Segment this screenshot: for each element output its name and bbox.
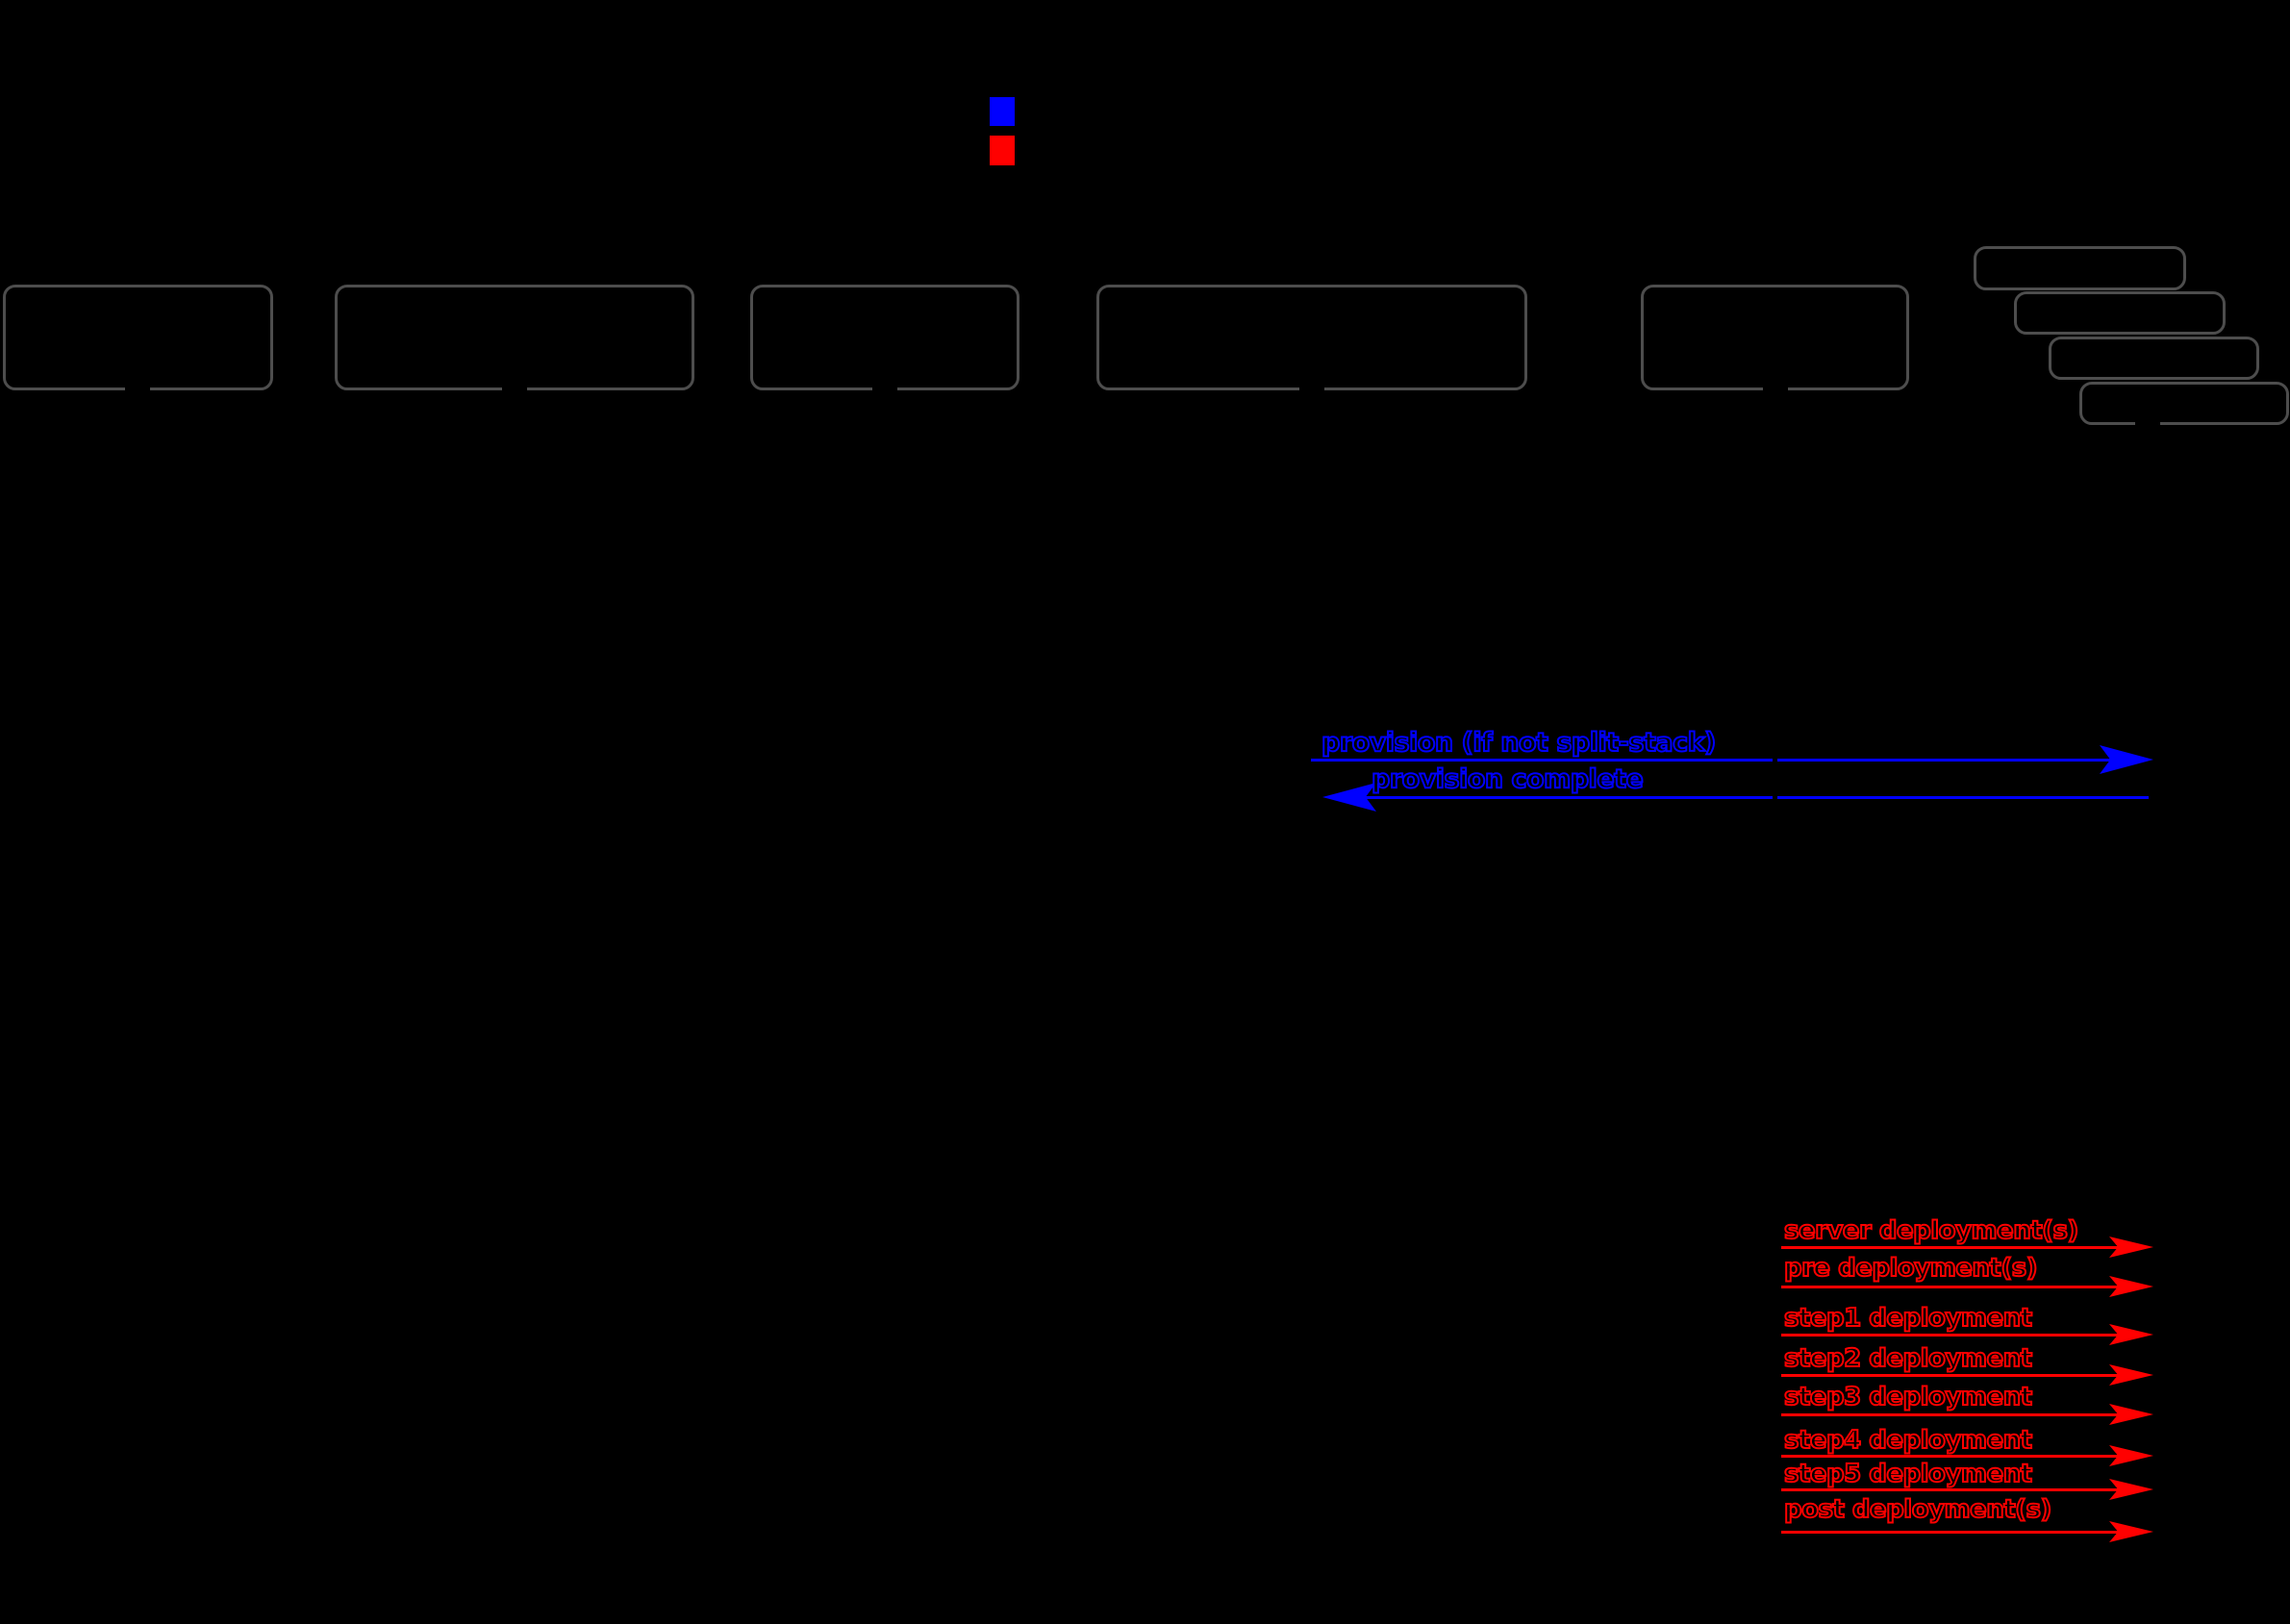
participant-box-1 <box>3 285 273 390</box>
msg-server-deployment-label: server deployment(s) <box>1784 1216 2078 1245</box>
msg-provision-line <box>1311 759 2124 762</box>
participant-box-5 <box>1641 285 1909 390</box>
stacked-box-2 <box>2014 291 2226 335</box>
msg-pre-deployment-line <box>1781 1286 2129 1288</box>
msg-pre-deployment-label: pre deployment(s) <box>1784 1254 2038 1283</box>
legend-swatch-blue <box>990 97 1015 126</box>
msg-step1-deployment-label: step1 deployment <box>1784 1304 2032 1333</box>
lifeline-notch <box>2135 415 2160 425</box>
stacked-box-4 <box>2079 382 2289 425</box>
msg-provision-label: provision (if not split-stack) <box>1321 728 1716 758</box>
legend-swatch-red <box>990 136 1015 165</box>
msg-provision-complete-line <box>1352 796 2149 799</box>
msg-post-deployment-label: post deployment(s) <box>1784 1495 2051 1524</box>
lifeline-crossing-overlay <box>1773 745 1777 817</box>
msg-provision-complete-label: provision complete <box>1371 764 1644 794</box>
msg-step2-deployment-line <box>1781 1374 2129 1377</box>
msg-step3-deployment-label: step3 deployment <box>1784 1383 2032 1412</box>
participant-box-3 <box>750 285 1019 390</box>
msg-step4-deployment-label: step4 deployment <box>1784 1426 2032 1455</box>
msg-server-deployment-line <box>1781 1246 2129 1249</box>
lifeline-notch <box>1299 381 1324 390</box>
participant-box-2 <box>335 285 694 390</box>
msg-step1-deployment-line <box>1781 1334 2129 1337</box>
msg-step2-deployment-label: step2 deployment <box>1784 1344 2032 1373</box>
msg-post-deployment-line <box>1781 1531 2129 1534</box>
lifeline-notch <box>872 381 897 390</box>
lifeline-notch <box>1763 381 1788 390</box>
lifeline-notch <box>125 381 150 390</box>
participant-box-4 <box>1096 285 1527 390</box>
msg-step5-deployment-label: step5 deployment <box>1784 1460 2032 1488</box>
lifeline-notch <box>502 381 527 390</box>
msg-step3-deployment-line <box>1781 1413 2129 1416</box>
stacked-box-3 <box>2049 337 2259 380</box>
stacked-box-1 <box>1974 246 2186 290</box>
